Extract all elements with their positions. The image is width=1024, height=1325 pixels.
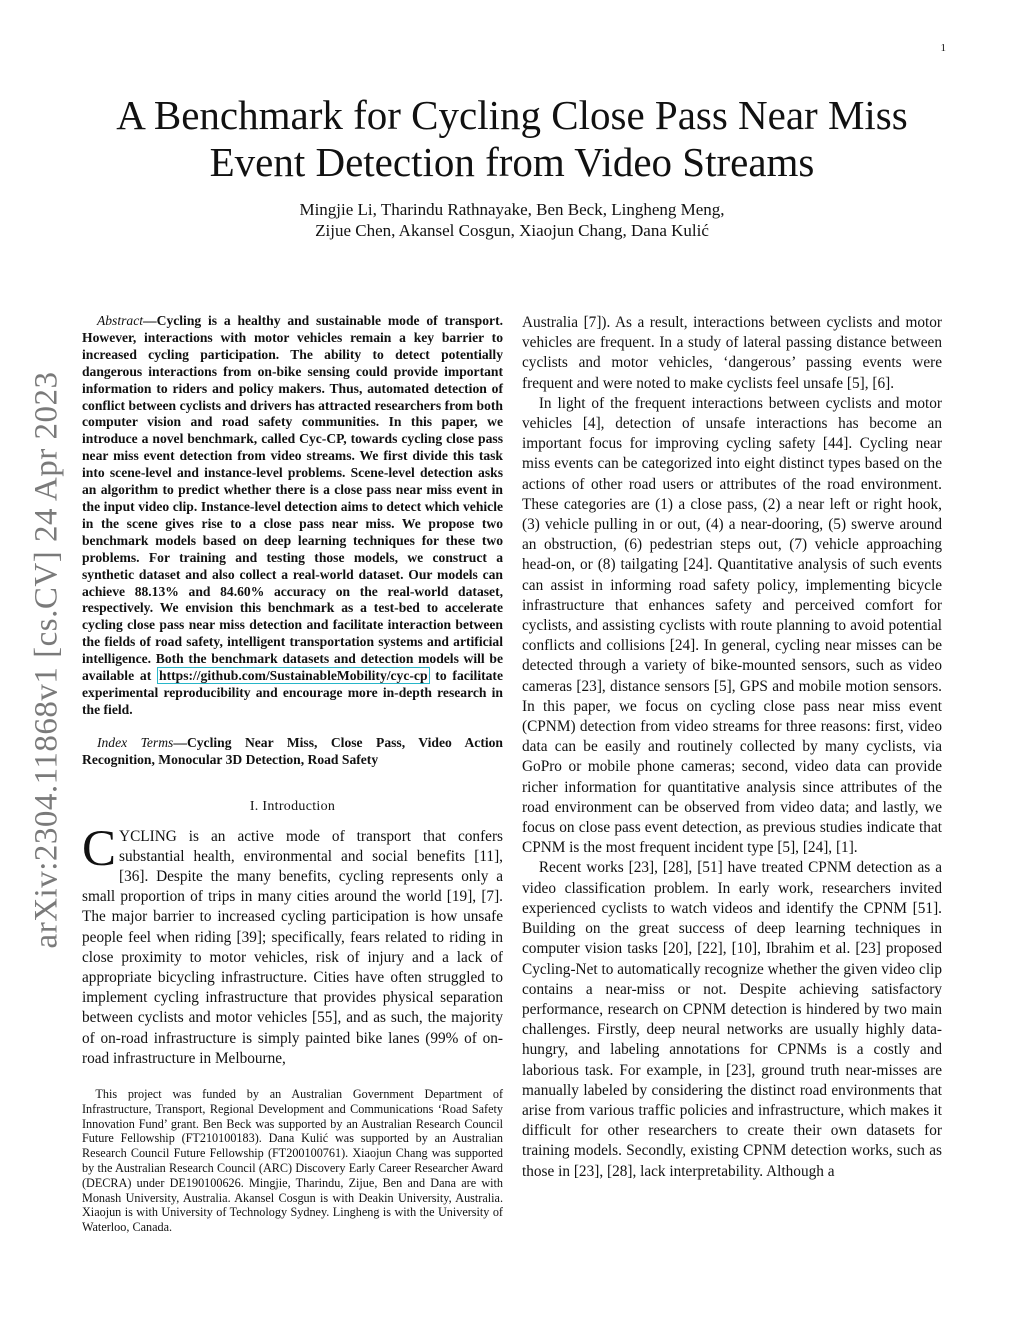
abstract-text: —Cycling is a healthy and sustainable mode of transport. However, interactions with motor vehicles remain a key barrier to increased cycling participation. The ability to detect potentially dangerous interactions from on-bike sensing could provide important information to riders and policy makers. Thus, automated detection of conflict between cyclists and drivers has attracted researchers from both computer vision and road safety communities. In this paper, we introduce a novel benchmark, called Cyc-CP, towards cycling close pass near miss event detection from video streams. We first divide this task into scene-level and instance-level problems. Scene-level detection asks an algorithm to predict whether there is a close pass near miss event in the input video clip. Instance-level detection aims to detect which vehicle in the scene gives rise to a close pass near miss. We propose two benchmark models based on deep learning techniques for these two problems. For training and testing those models, we construct a synthetic dataset and also collect a real-world dataset. Our models can achieve 88.13% and 84.60% accuracy on the real-world dataset, respectively. We envision this benchmark as a test-bed to accelerate cycling close pass near miss detection and facilitate interaction between the fields of road safety, intelligent transportation systems and artificial intelligence. Both the benchmark datasets and detection models will be available at: [82, 313, 503, 684]
intro-text: YCLING is an active mode of transport that confers substantial health, environmental and social benefits [11], [36]. Despite the many benefits, cycling represents only a small proportion of trips in many cities around the world [19], [7]. The major barrier to increased cycling participation is how unsafe people feel when riding [39]; specifically, fears related to riding in close proximity to motor vehicles, risk of injury and a lack of appropriate bicycling infrastructure. Cities have often struggled to implement cycling infrastructure that provides physical separation between cyclists and motor vehicles [55], and as such, the majority of on-road infrastructure is simply painted bike lanes (99% of on-road infrastructure in Melbourne,: [82, 827, 503, 1067]
page-number: 1: [940, 42, 946, 54]
arxiv-stamp: [24, 350, 70, 970]
index-terms: [82, 735, 503, 769]
abstract: [82, 313, 503, 719]
index-terms-text: —Cycling Near Miss, Close Pass, Video Action Recognition, Monocular 3D Detection, Road Safety: [82, 734, 503, 767]
intro-paragraph: [82, 820, 503, 1069]
author-list: [80, 199, 944, 241]
abstract-text-end: to facilitate experimental reproducibility and encourage more in-depth research in the field.: [82, 668, 503, 717]
authors-line-2: Zijue Chen, Akansel Cosgun, Xiaojun Chang, Dana Kulić: [315, 221, 709, 240]
abstract-lead: Abstract: [96, 313, 144, 328]
paper-title: [80, 92, 944, 186]
section-heading: I. Introduction: [249, 798, 336, 814]
right-paragraph-2: In light of the frequent interactions between cyclists and motor vehicles [4], detection of unsafe interactions has become an important focus for improving cycling safety [44]. Cycling near miss events can be categorized into eight distinct types based on the actions of other road users or attributes of the road environment. These categories are (1) a close pass, (2) a near left or right hook, (3) vehicle pulling in or out, (4) a near-dooring, (5) swerve around an obstruction, (6) pedestrian steps out, (7) vehicle approaching head-on, or (8) tailgating [24]. Quantitative analysis of such events can assist in informing road safety policy, implementing bicycle infrastructure that enhances safety and perceived comfort for cyclists, and assisting cyclists with route planning to avoid potential conflicts and collisions [24]. In general, cycling near misses can be detected through a variety of bike-mounted sensors, such as video cameras [23], distance sensors [5], GPS and mobile motion sensors. In this paper, we focus on cycling close pass near miss event (CPNM) detection from video streams for three reasons: first, video data can be easily and routinely collected by many cyclists, via GoPro or mobile phone cameras; second, video data can provide richer information for quantitative analysis since attributes of the road environment can be observed from video data; and lastly, we focus on close pass event detection, as previous studies indicate that CPNM is the most frequent incident type [5], [24], [1].: [522, 394, 942, 857]
funding-footnote: This project was funded by an Australian Government Department of Infrastructure, Transport, Regional Development and Communications ‘Road Safety Innovation Fund’ grant. Ben Beck was supported by an Australian Research Council Future Fellowship (FT210100183). Dana Kulić was supported by an Australian Research Council Future Fellowship (FT200100761). Xiaojun Chang was supported by the Australian Research Council (ARC) Discovery Early Career Researcher Award (DECRA) under DE190100626. Mingjie, Tharindu, Zijue, Ben and Dana are with Monash University, Australia. Akansel Cosgun is with Deakin University, Australia. Xiaojun is with University of Technology Sydney. Lingheng is with the University of Waterloo, Canada.: [82, 1087, 503, 1235]
authors-line-1: Mingjie Li, Tharindu Rathnayake, Ben Beck, Lingheng Meng,: [299, 200, 725, 219]
right-paragraph-1: Australia [7]). As a result, interactions between cyclists and motor vehicles are frequent. In a study of lateral passing distance between cyclists and motor vehicles, ‘dangerous’ passing events were frequent and were noted to make cyclists feel unsafe [5], [6].: [522, 314, 942, 392]
title-line-2: Event Detection from Video Streams: [209, 139, 815, 185]
right-paragraph-3: Recent works [23], [28], [51] have treated CPNM detection as a video classification problem. In early work, researchers invited experienced cyclists to watch videos and identify the CPNM [51]. Building on the great success of deep learning techniques in computer vision tasks [20], [22], [10], Ibrahim et al. [23] proposed Cycling-Net to automatically recognize whether the given video clip contains a near-miss or not. Despite achieving satisfactory performance, research on CPNM detection is hindered by two main challenges. Firstly, deep neural networks are usually highly data-hungry, and labeling annotations for CPNMs is a costly and laborious task. For example, in [23], ground truth near-misses are manually labeled by considering the distinct road environments that arise from various traffic policies and infrastructure, which makes it difficult for other researchers to create their own datasets for training models. Secondly, existing CPNM detection works, such as those in [23], [28], lack interpretability. Although a: [522, 859, 942, 1180]
dataset-link[interactable]: https://github.com/SustainableMobility/cyc-cp: [159, 668, 428, 684]
drop-cap: C: [82, 820, 117, 877]
left-column: [82, 313, 503, 1235]
right-column: [522, 313, 942, 1182]
title-line-1: A Benchmark for Cycling Close Pass Near Miss: [116, 92, 908, 138]
index-terms-lead: Index Terms: [96, 734, 174, 750]
arxiv-stamp-text: arXiv:2304.11868v1 [cs.CV] 24 Apr 2023: [28, 371, 65, 949]
